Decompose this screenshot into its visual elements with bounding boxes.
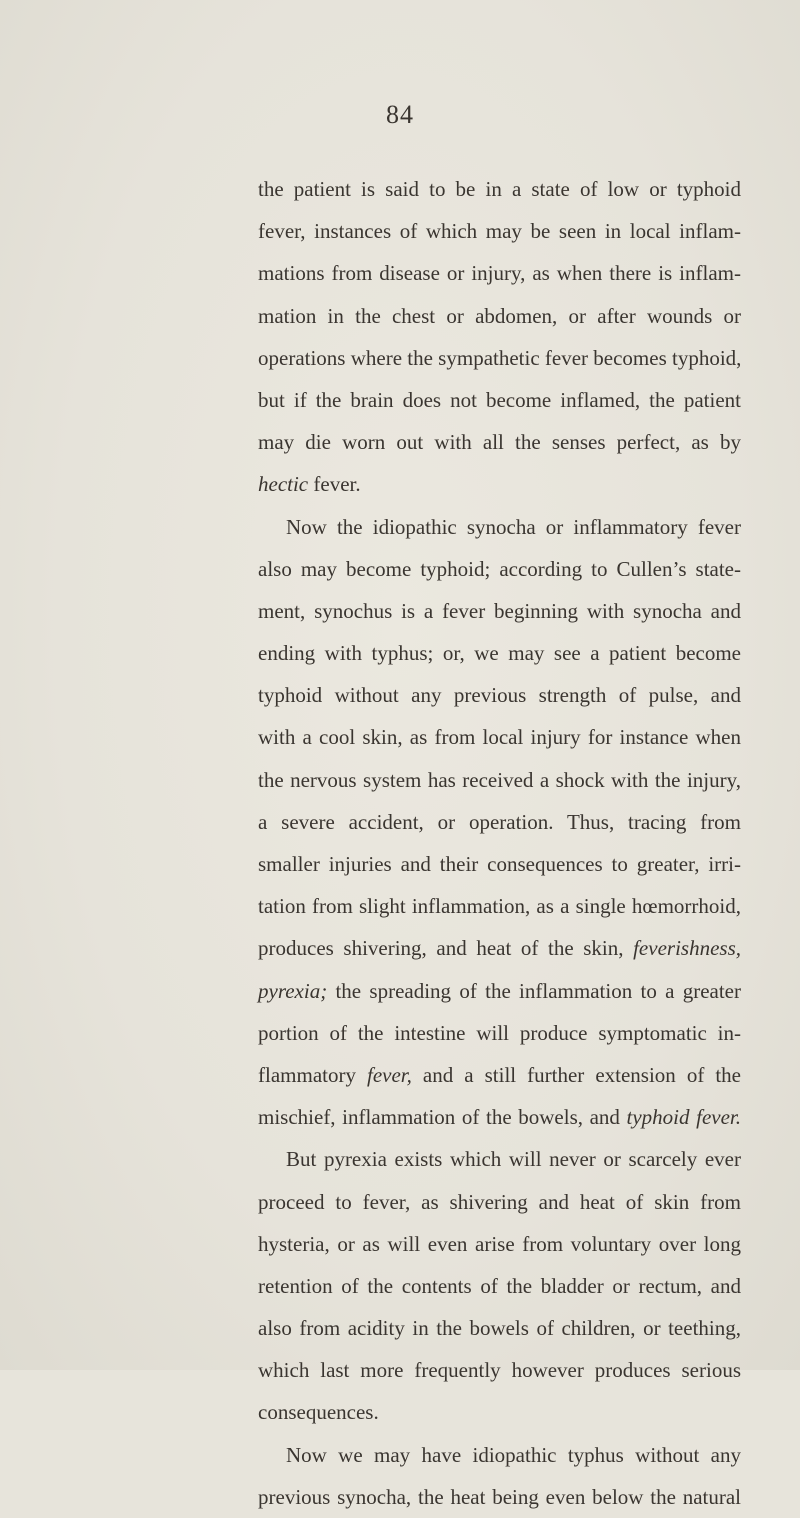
body-text [258,168,741,1518]
italic-term: typhoid fever. [626,1105,741,1130]
text-line: hysteria, or as will even arise from voluntary over long [258,1231,741,1256]
text-line: also from acidity in the bowels of children, or teething, [258,1316,741,1341]
text-line: fever, instances of which may be seen in local inflam- [258,219,741,244]
text-line: pyrexia; the spreading of the inflammation to a greater [258,978,741,1003]
text-line: hectic fever. [258,472,361,497]
text-line: tation from slight inflammation, as a single hœmorrhoid, [258,894,741,919]
text-line: flammatory fever, and a still further extension of the [258,1062,742,1087]
text-line: with a cool skin, as from local injury for instance when [258,725,741,750]
text-line: consequences. [258,1400,379,1425]
text-line: the nervous system has received a shock with the injury, [258,767,741,792]
text-line: But pyrexia exists which will never or scarcely ever [286,1147,741,1172]
paragraph-1 [258,168,741,506]
text-line: previous synocha, the heat being even below the natural [258,1484,741,1509]
paragraph-4 [258,1434,741,1518]
italic-term: feverishness, [633,936,741,961]
text-line: a severe accident, or operation. Thus, tracing from [258,809,741,834]
text-line: may die worn out with all the senses perfect, as by [258,430,741,455]
text-line: operations where the sympathetic fever becomes typhoid, [258,345,742,370]
text-line: portion of the intestine will produce symptomatic in- [258,1020,741,1045]
text-line: also may become typhoid; according to Cullen’s state- [258,556,741,581]
paragraph-2 [258,506,741,1139]
text-line: mischief, inflammation of the bowels, and typhoid fever. [258,1105,741,1130]
text-line: but if the brain does not become inflamed, the patient [258,387,741,412]
text-line: the patient is said to be in a state of low or typhoid [258,177,741,201]
text-line: which last more frequently however produces serious [258,1358,741,1383]
text-line: Now the idiopathic synocha or inflammatory fever [286,514,741,539]
italic-term: hectic [258,472,309,497]
italic-term: fever, [367,1062,412,1087]
text-line: produces shivering, and heat of the skin, feverishness, [258,936,741,961]
text-line: smaller injuries and their consequences to greater, irri- [258,852,741,876]
text-line: ending with typhus; or, we may see a patient become [258,641,741,666]
text-line: typhoid without any previous strength of pulse, and [258,683,741,708]
paragraph-3 [258,1138,741,1433]
text-line: mations from disease or injury, as when there is inflam- [258,261,741,286]
text-line: Now we may have idiopathic typhus without any [286,1442,741,1467]
text-line: proceed to fever, as shivering and heat of skin from [258,1189,741,1214]
italic-term: pyrexia; [258,978,328,1003]
page-number: 84 [386,100,414,129]
text-line: retention of the contents of the bladder or rectum, and [258,1273,741,1298]
text-line: ment, synochus is a fever beginning with synocha and [258,598,741,623]
text-line: mation in the chest or abdomen, or after wounds or [258,303,741,328]
